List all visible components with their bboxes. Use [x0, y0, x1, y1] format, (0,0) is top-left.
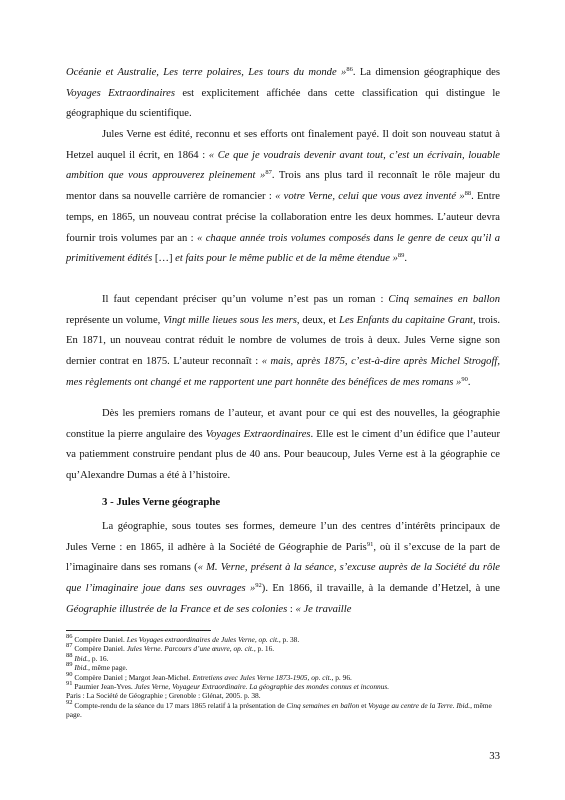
footnote-ref-90[interactable]: 90 — [461, 375, 468, 383]
paragraph-classification: Océanie et Australie, Les terre polaires, Les tours du monde »$^{86}$. La dimension géographique des Voyages Extraordinaires est explicitement affichée dans cette classification qui distingue le géographique du scientifique. — [66, 66, 500, 120]
paragraph-volumes: Il faut cependant préciser qu’un volume n’est pas un roman : Cinq semaines en ballon représente un volume, Vingt mille lieues sous les mers, deux, et Les Enfants du capitaine Grant, trois. En 1871, un nouveau contrat réduit le nombre de volumes de trois à deux. Jules Verne signe son dernier contrat en 1875. L’auteur reconnaît : « mais, après 1875, c’est-à-dire après Michel Strogoff, mes règlements ont changé et me rapportent une part honnête des bénéfices de mes romans »$^{90}$. — [66, 294, 500, 388]
paragraph-hetzel: Jules Verne est édité, reconnu et ses efforts ont finalement payé. Il doit son nouveau statut à Hetzel auquel il écrit, en 1864 : « Ce que je voudrais devenir avant tout, c’est un écrivain, louable ambition que vous approuverez pleinement »$^{87}$. Trois ans plus tard il reconnaît le rôle majeur du mentor dans sa nouvelle carrière de romancier : « votre Verne, celui que vous avez inventé »$^{88}$. Entre temps, en 1865, un nouveau contrat précise la collaboration entre les deux hommes. L’auteur devra fournir trois volumes par an : « chaque année trois volumes composés dans le genre de ceux qu’il a primitivement édités […] et faits pour le même public et de la même étendue »$^{89}$. — [66, 129, 501, 265]
footnote-90: $^{90}$ Compère Daniel ; Margot Jean-Michel. Entretiens avec Jules Verne 1873-1905, op. cit., p. 96. — [66, 670, 352, 682]
footnote-88: $^{88}$ Ibid., p. 16. — [66, 651, 109, 663]
footnotes — [66, 635, 500, 720]
paragraph-societe: La géographie, sous toutes ses formes, demeure l’un des centres d’intérêts principaux de Jules Verne : en 1865, il adhère à la Société de Géographie de Paris$^{91}$, où il s’excuse de la part de l’imaginaire dans ses romans (« M. Verne, présent à la séance, s’excuse auprès de la Société du rôle que l’imaginaire joue dans ses ouvrages »$^{92}$). En 1866, il travaille, à la demande d’Hetzel, à une Géographie illustrée de la France et de ses colonies : « Je travaille — [66, 521, 501, 615]
section-heading: 3 - Jules Verne géographe — [102, 496, 221, 508]
footnote-ref-86[interactable]: 86 — [346, 66, 353, 73]
footnote-ref-91[interactable]: 91 — [366, 540, 374, 548]
footnote-ref-89[interactable]: 89 — [397, 252, 405, 260]
paragraph-geographie: Dès les premiers romans de l’auteur, et avant pour ce qui est des nouvelles, la géographie constitue la pierre angulaire des Voyages Extraordinaires. Elle est le ciment d’un édifice que l’auteur va patiemment construire pendant plus de 40 ans. Pour beaucoup, Jules Verne est à la géographie ce qu’Alexandre Dumas a été à l’histoire. — [66, 408, 500, 482]
footnote-ref-88[interactable]: 88 — [464, 190, 472, 198]
footnote-86: $^{86}$ Compère Daniel. Les Voyages extraordinaires de Jules Verne, op. cit., p. 38. — [66, 633, 300, 644]
footnote-89: $^{89}$ Ibid., même page. — [66, 661, 128, 673]
footnote-separator — [66, 630, 211, 631]
footnote-91: $^{91}$ Paumier Jean-Yves. Jules Verne, Voyageur Extraordinaire. La géographie des mondes connus et inconnus. Paris : La Société de Géographie ; Grenoble : Glénat, 2005. p. 38. — [66, 680, 390, 701]
footnote-87: $^{87}$ Compère Daniel. Jules Verne. Parcours d’une œuvre, op. cit., p. 16. — [66, 642, 275, 654]
footnote-ref-92[interactable]: 92 — [255, 582, 262, 590]
page-number: 33 — [489, 750, 500, 762]
footnote-92: $^{92}$ Compte-rendu de la séance du 17 mars 1865 relatif à la présentation de Cinq semaines en ballon et Voyage au centre de la Terre. Ibid., même page. — [66, 698, 492, 720]
footnote-ref-87[interactable]: 87 — [265, 169, 272, 177]
